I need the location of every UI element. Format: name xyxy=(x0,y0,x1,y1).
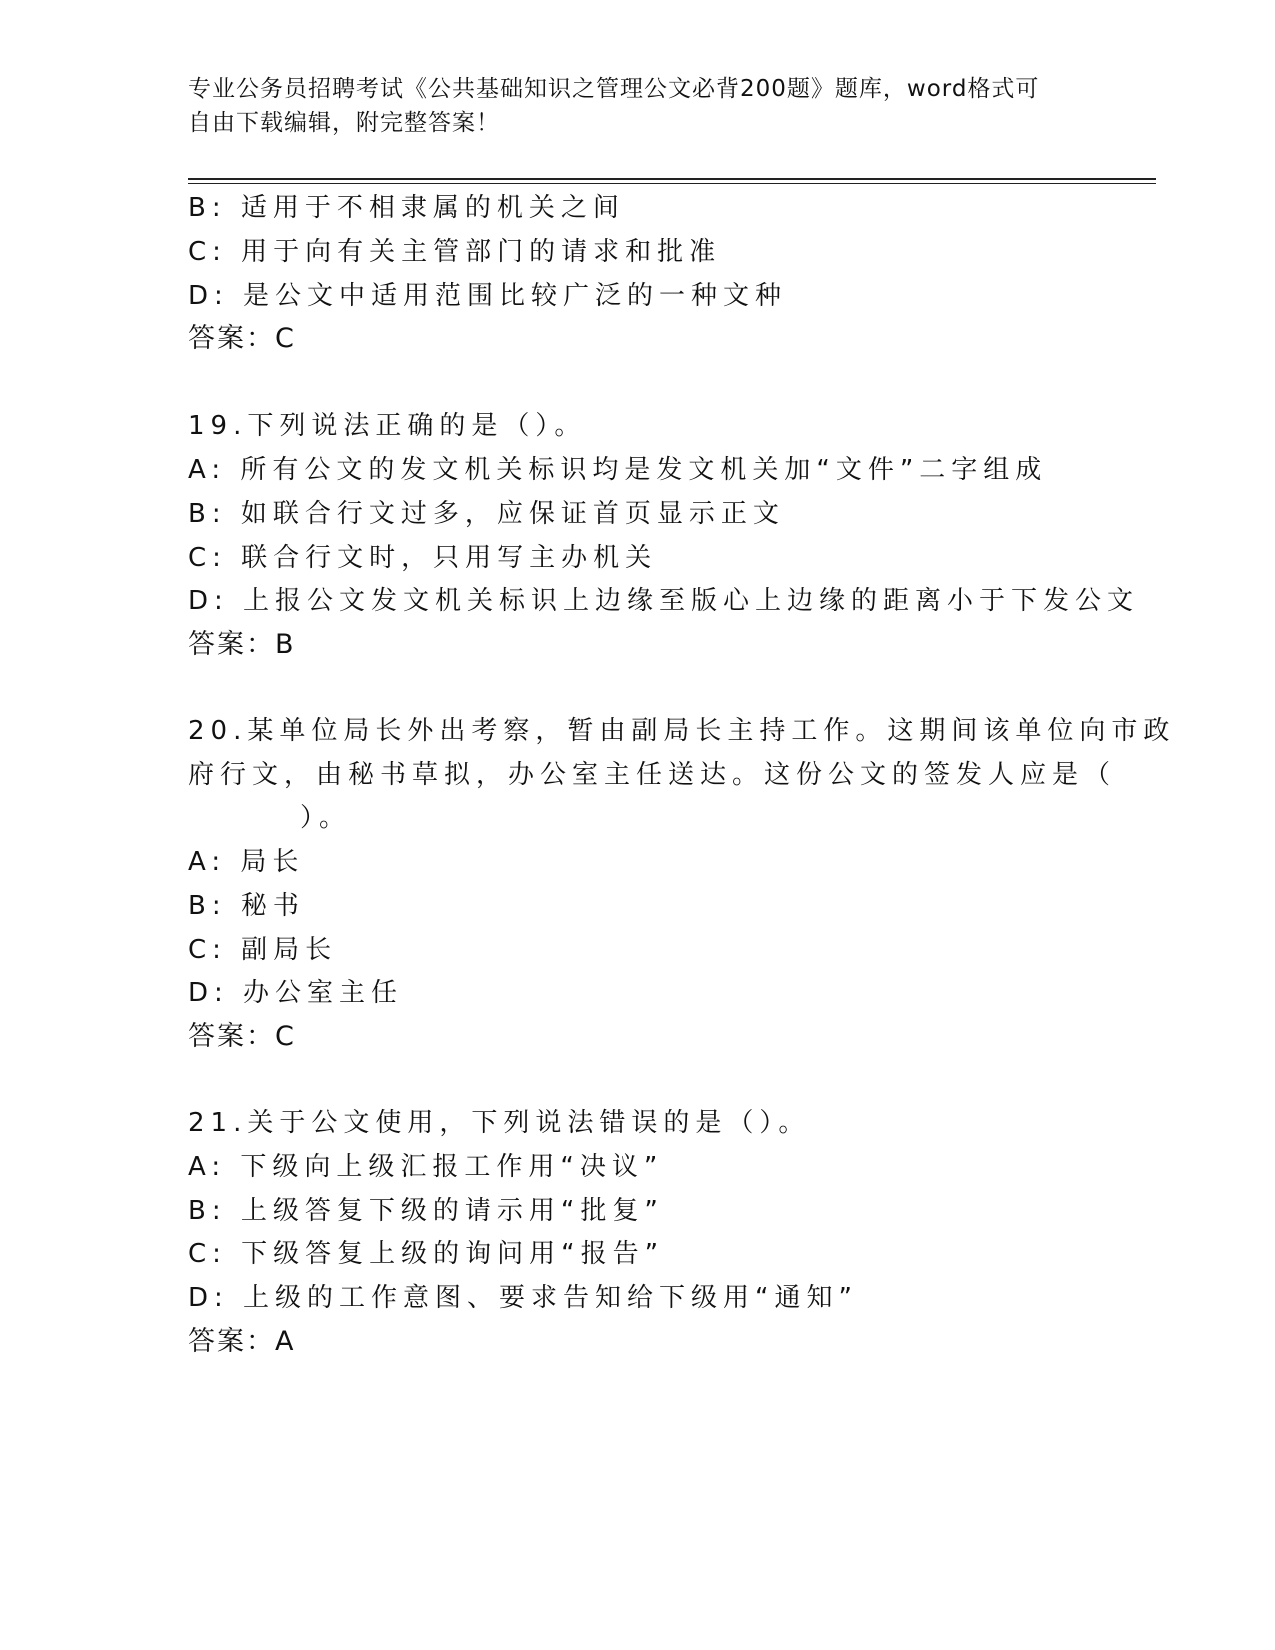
q19-option-d: D: 上报公文发文机关标识上边缘至版心上边缘的距离小于下发公文 xyxy=(188,586,1140,616)
prev-answer: 答案：C xyxy=(188,323,296,354)
q20-answer: 答案：C xyxy=(188,1021,296,1052)
q19-option-c: C: 联合行文时，只用写主办机关 xyxy=(188,543,658,573)
q21-option-c: C: 下级答复上级的询问用“报告” xyxy=(188,1239,665,1269)
prev-option-c: C: 用于向有关主管部门的请求和批准 xyxy=(188,237,722,267)
document-header xyxy=(188,72,1068,140)
q20-option-a: A: 局长 xyxy=(188,847,305,877)
q20-stem-line-1: 20.某单位局长外出考察，暂由副局长主持工作。这期间该单位向市政 xyxy=(188,716,1176,746)
q21-option-b: B: 上级答复下级的请示用“批复” xyxy=(188,1196,664,1226)
header-divider-thick xyxy=(188,178,1156,180)
q21-option-a: A: 下级向上级汇报工作用“决议” xyxy=(188,1152,664,1182)
q21-answer: 答案：A xyxy=(188,1326,296,1357)
q20-stem-line-3: ）。 xyxy=(300,803,352,833)
header-line-2: 自由下载编辑，附完整答案！ xyxy=(188,110,500,136)
prev-option-b: B: 适用于不相隶属的机关之间 xyxy=(188,193,625,223)
q19-option-b: B: 如联合行文过多，应保证首页显示正文 xyxy=(188,499,785,529)
q19-answer: 答案：B xyxy=(188,629,296,660)
q21-stem: 21.关于公文使用，下列说法错误的是（）。 xyxy=(188,1108,811,1138)
q19-option-a: A: 所有公文的发文机关标识均是发文机关加“文件”二字组成 xyxy=(188,455,1048,485)
prev-option-d: D: 是公文中适用范围比较广泛的一种文种 xyxy=(188,281,788,311)
q20-option-c: C: 副局长 xyxy=(188,935,338,965)
q20-stem-line-2: 府行文，由秘书草拟，办公室主任送达。这份公文的签发人应是（ xyxy=(188,760,1117,790)
header-divider-thin xyxy=(188,183,1156,184)
q20-option-b: B: 秘书 xyxy=(188,891,305,921)
header-line-1: 专业公务员招聘考试《公共基础知识之管理公文必背200题》题库，word格式可 xyxy=(188,76,1040,102)
q21-option-d: D: 上级的工作意图、要求告知给下级用“通知” xyxy=(188,1283,858,1313)
q20-option-d: D: 办公室主任 xyxy=(188,978,404,1008)
q19-stem: 19.下列说法正确的是（）。 xyxy=(188,411,587,441)
